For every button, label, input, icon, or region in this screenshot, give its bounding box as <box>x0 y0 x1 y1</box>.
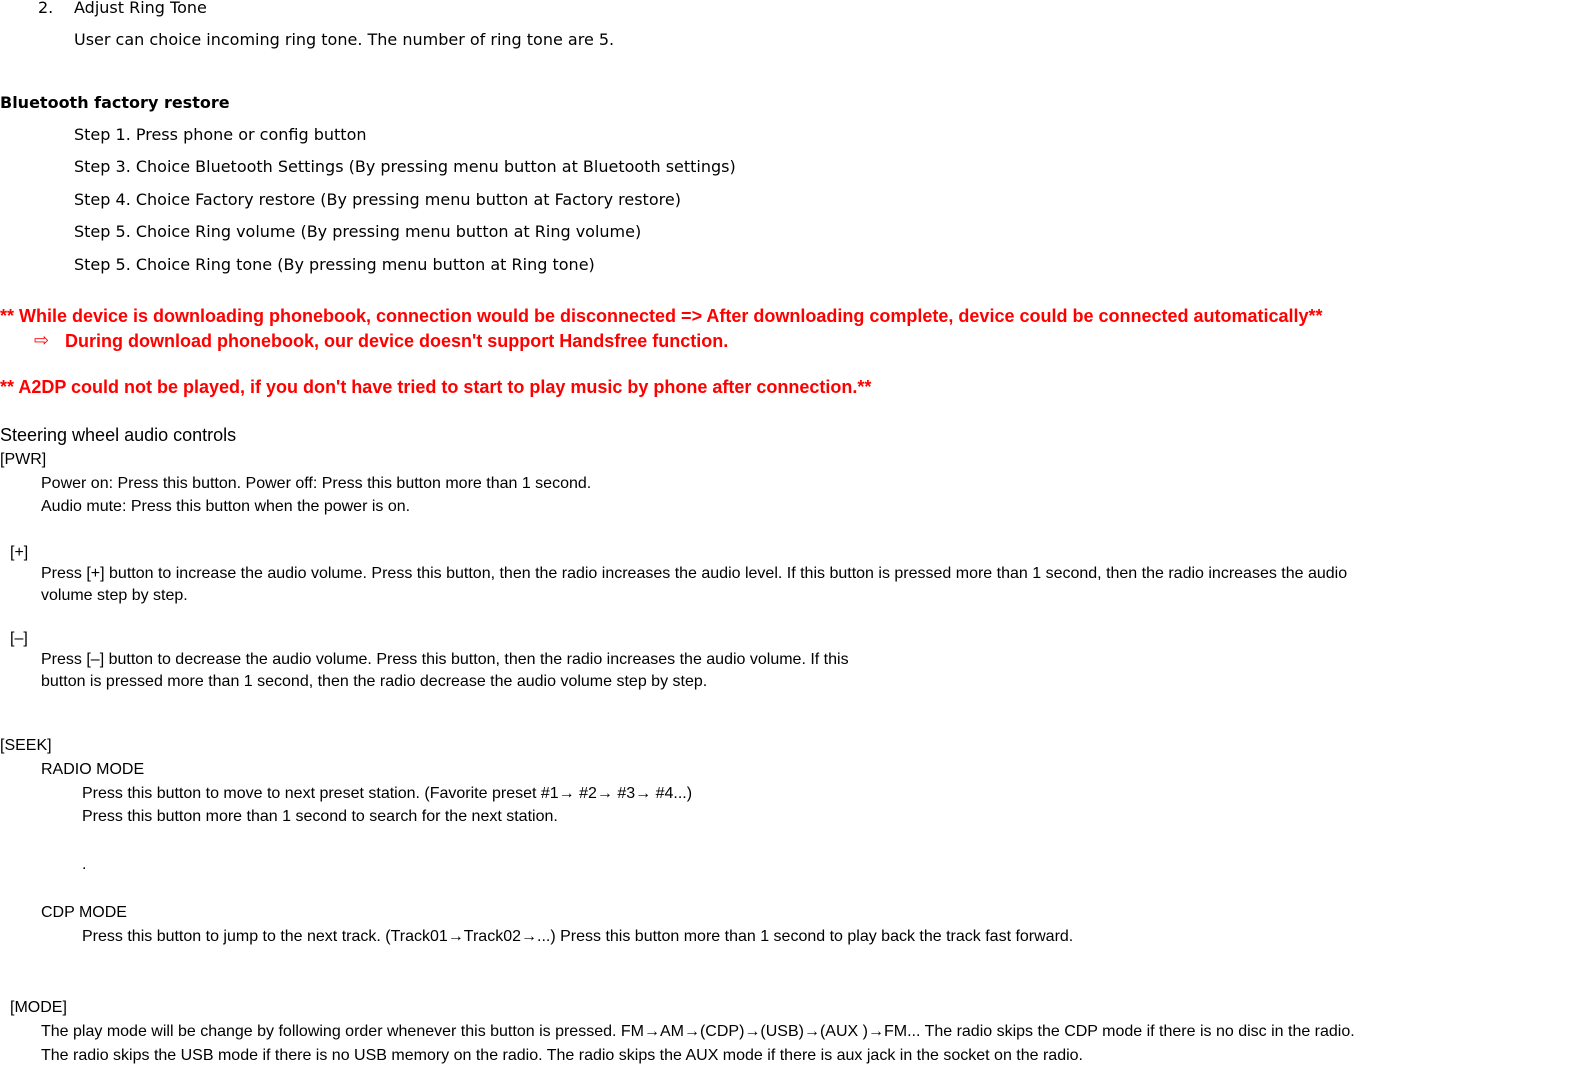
dot-text: . <box>82 856 87 873</box>
steering-title: Steering wheel audio controls <box>0 425 237 445</box>
mode-label: [MODE] <box>10 999 67 1016</box>
note-handsfree: During download phonebook, our device doesn't support Handsfree function. <box>65 331 729 351</box>
pwr-line: Audio mute: Press this button when the power is on. <box>41 498 411 515</box>
minus-line: button is pressed more than 1 second, then the radio decrease the audio volume step by step. <box>41 673 708 690</box>
mode-line: The radio skips the USB mode if there is no USB memory on the radio. The radio skips the AUX mode if there is aux jack in the socket on the radio. <box>41 1047 1083 1064</box>
plus-line: volume step by step. <box>41 587 188 604</box>
bt-step: Step 5. Choice Ring tone (By pressing menu button at Ring tone) <box>74 255 595 274</box>
cdp-mode-line: Press this button to jump to the next track. (Track01→Track02→...) Press this button more than 1 second to play back the track fast forward. <box>82 928 1074 945</box>
bt-step: Step 5. Choice Ring volume (By pressing menu button at Ring volume) <box>74 222 642 241</box>
section-title: Adjust Ring Tone <box>74 0 207 17</box>
plus-label: [+] <box>10 544 29 561</box>
minus-label: [–] <box>10 630 28 647</box>
bt-step: Step 3. Choice Bluetooth Settings (By pressing menu button at Bluetooth settings) <box>74 157 736 176</box>
bt-restore-title: Bluetooth factory restore <box>0 93 230 112</box>
minus-line: Press [–] button to decrease the audio volume. Press this button, then the radio increases the audio volume. If this <box>41 651 849 668</box>
bt-step: Step 4. Choice Factory restore (By pressing menu button at Factory restore) <box>74 190 681 209</box>
radio-mode-line: Press this button to move to next preset station. (Favorite preset #1→ #2→ #3→ #4...) <box>82 785 693 802</box>
seek-label: [SEEK] <box>0 737 52 754</box>
radio-mode-heading: RADIO MODE <box>41 761 145 778</box>
arrow-right-icon: ⇨ <box>34 330 50 350</box>
pwr-label: [PWR] <box>0 451 47 468</box>
pwr-line: Power on: Press this button. Power off: Press this button more than 1 second. <box>41 475 592 492</box>
note-phonebook: ** While device is downloading phonebook, connection would be disconnected => After downloading complete, device could be connected automatically** <box>0 306 1323 326</box>
mode-line: The play mode will be change by following order whenever this button is pressed. FM→AM→(CDP)→(USB)→(AUX )→FM... The radio skips the CDP mode if there is no disc in the radio. <box>41 1023 1355 1040</box>
cdp-mode-heading: CDP MODE <box>41 904 127 921</box>
section-description: User can choice incoming ring tone. The number of ring tone are 5. <box>74 30 615 49</box>
radio-mode-line: Press this button more than 1 second to search for the next station. <box>82 808 558 825</box>
plus-line: Press [+] button to increase the audio volume. Press this button, then the radio increases the audio level. If this button is pressed more than 1 second, then the radio increases the audio <box>41 565 1348 582</box>
bt-step: Step 1. Press phone or config button <box>74 125 367 144</box>
section-number: 2. <box>38 0 54 17</box>
note-a2dp: ** A2DP could not be played, if you don't have tried to start to play music by phone after connection.** <box>0 377 872 397</box>
